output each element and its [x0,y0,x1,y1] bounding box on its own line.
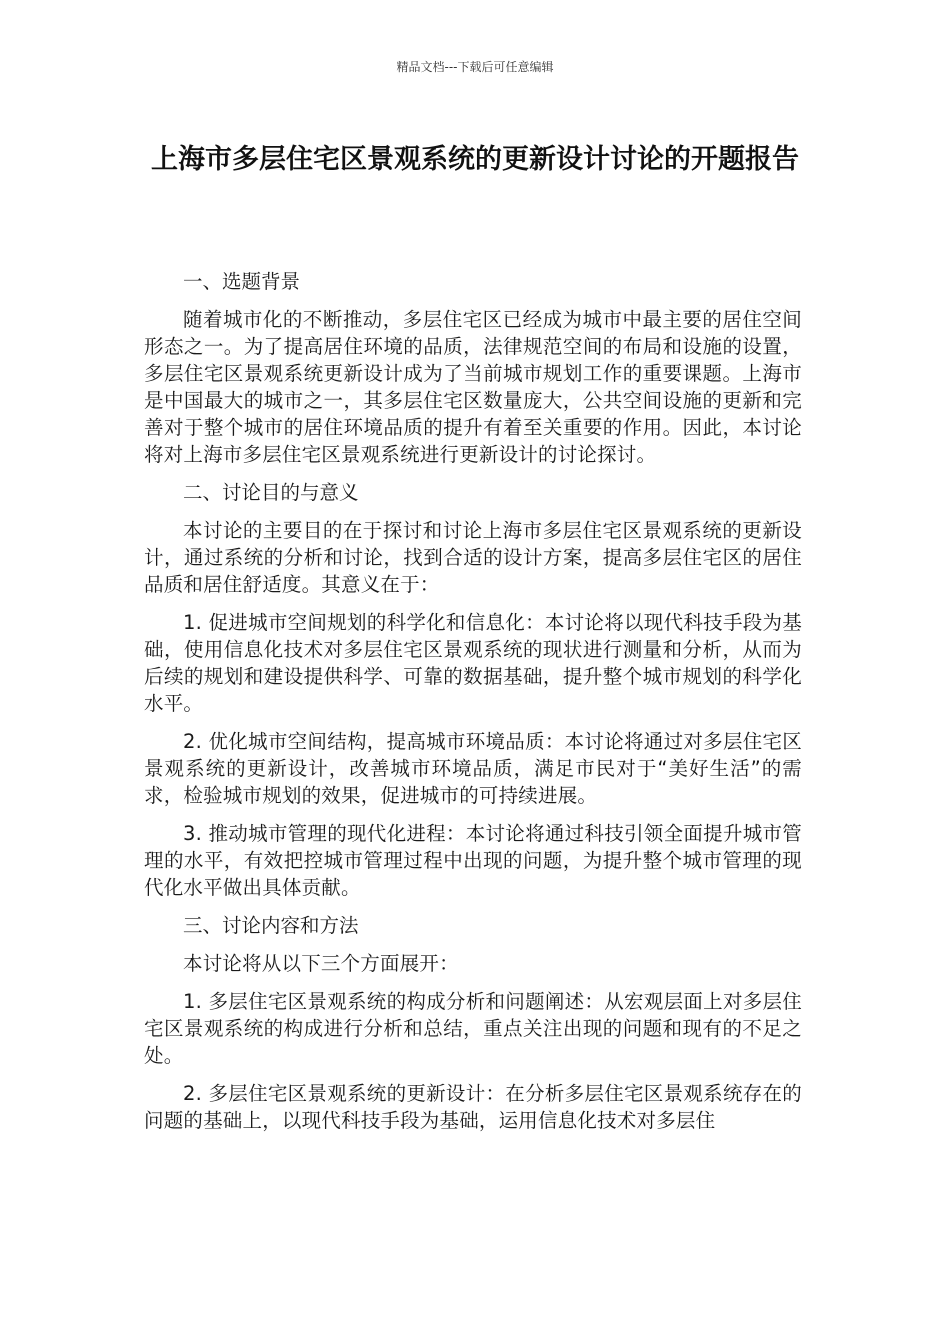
section-heading-purpose: 二、讨论目的与意义 [183,481,359,504]
document-title: 上海市多层住宅区景观系统的更新设计讨论的开题报告 [151,144,799,175]
section-heading-background: 一、选题背景 [183,270,301,293]
paragraph-purpose-item-3: 3. 推动城市管理的现代化进程：本讨论将通过科技引领全面提升城市管理的水平，有效把控城市管理过程中出现的问题，为提升整个城市管理的现代化水平做出具体贡献。 [144,822,802,899]
paragraph-methods-intro: 本讨论将从以下三个方面展开： [183,952,459,975]
paragraph-purpose-item-1: 1. 促进城市空间规划的科学化和信息化：本讨论将以现代科技手段为基础，使用信息化技术对多层住宅区景观系统的现状进行测量和分析，从而为后续的规划和建设提供科学、可靠的数据基础，提升整个城市规划的科学化水平。 [144,611,802,715]
paragraph-purpose-intro: 本讨论的主要目的在于探讨和讨论上海市多层住宅区景观系统的更新设计，通过系统的分析和讨论，找到合适的设计方案，提高多层住宅区的居住品质和居住舒适度。其意义在于： [144,519,802,596]
paragraph-methods-item-1: 1. 多层住宅区景观系统的构成分析和问题阐述：从宏观层面上对多层住宅区景观系统的构成进行分析和总结，重点关注出现的问题和现有的不足之处。 [144,990,802,1067]
page-header-note: 精品文档---下载后可任意编辑 [396,60,554,74]
paragraph-methods-item-2: 2. 多层住宅区景观系统的更新设计：在分析多层住宅区景观系统存在的问题的基础上，以现代科技手段为基础，运用信息化技术对多层住 [144,1082,802,1132]
document-body [144,268,802,1145]
section-heading-methods: 三、讨论内容和方法 [183,914,359,937]
paragraph-purpose-item-2: 2. 优化城市空间结构，提高城市环境品质：本讨论将通过对多层住宅区景观系统的更新设计，改善城市环境品质，满足市民对于“美好生活”的需求，检验城市规划的效果，促进城市的可持续进展。 [144,730,802,807]
paragraph-background: 随着城市化的不断推动，多层住宅区已经成为城市中最主要的居住空间形态之一。为了提高居住环境的品质，法律规范空间的布局和设施的设置，多层住宅区景观系统更新设计成为了当前城市规划工作的重要课题。上海市是中国最大的城市之一，其多层住宅区数量庞大，公共空间设施的更新和完善对于整个城市的居住环境品质的提升有着至关重要的作用。因此，本讨论将对上海市多层住宅区景观系统进行更新设计的讨论探讨。 [144,308,802,466]
